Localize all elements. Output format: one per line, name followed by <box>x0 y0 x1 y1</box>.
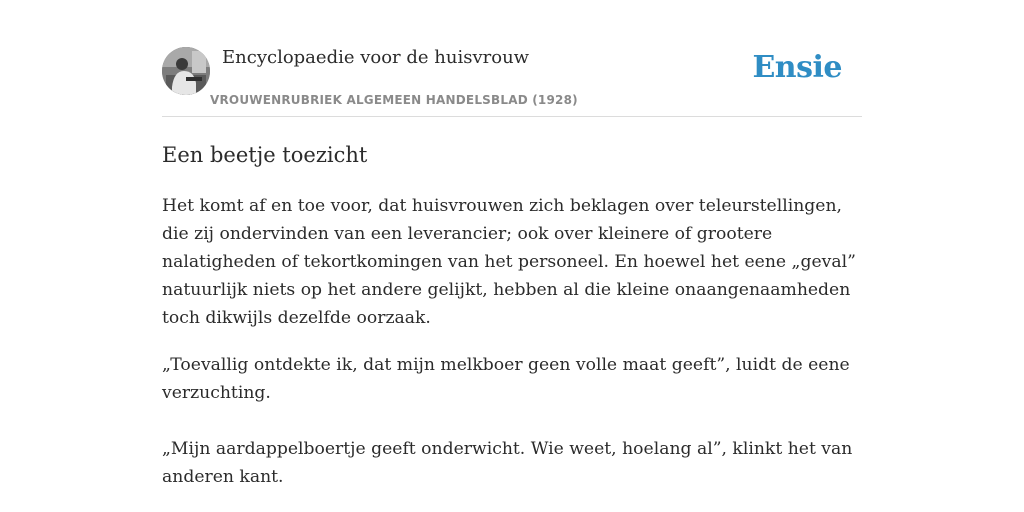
avatar[interactable] <box>162 47 210 95</box>
portrait-photo-icon <box>162 47 210 95</box>
article-paragraph: Het komt af en toe voor, dat huisvrouwen zich beklagen over teleurstellingen, die zij ondervinden van een leverancier; ook over kleinere of grootere nalatigheden of tekortkomingen van het personeel. En hoewel het eene „geval” natuurlijk niets op het andere gelijkt, hebben al die kleine onaangenaamheden toch dikwijls dezelfde oorzaak. <box>162 196 856 328</box>
article-title: Een beetje toezicht <box>162 143 368 167</box>
header <box>162 0 862 117</box>
page <box>162 0 862 512</box>
site-title[interactable]: Encyclopaedie voor de huisvrouw <box>222 47 530 68</box>
article-paragraph: „Mijn aardappelboertje geeft onderwicht. Wie weet, hoelang al”, klinkt het van anderen kant. <box>162 439 853 487</box>
site-subtitle: VROUWENRUBRIEK ALGEMEEN HANDELSBLAD (1928) <box>210 93 578 107</box>
brand-logo[interactable]: Ensie <box>752 50 842 85</box>
article-paragraph: „Toevallig ontdekte ik, dat mijn melkboer geen volle maat geeft”, luidt de eene verzuchting. <box>162 355 850 403</box>
